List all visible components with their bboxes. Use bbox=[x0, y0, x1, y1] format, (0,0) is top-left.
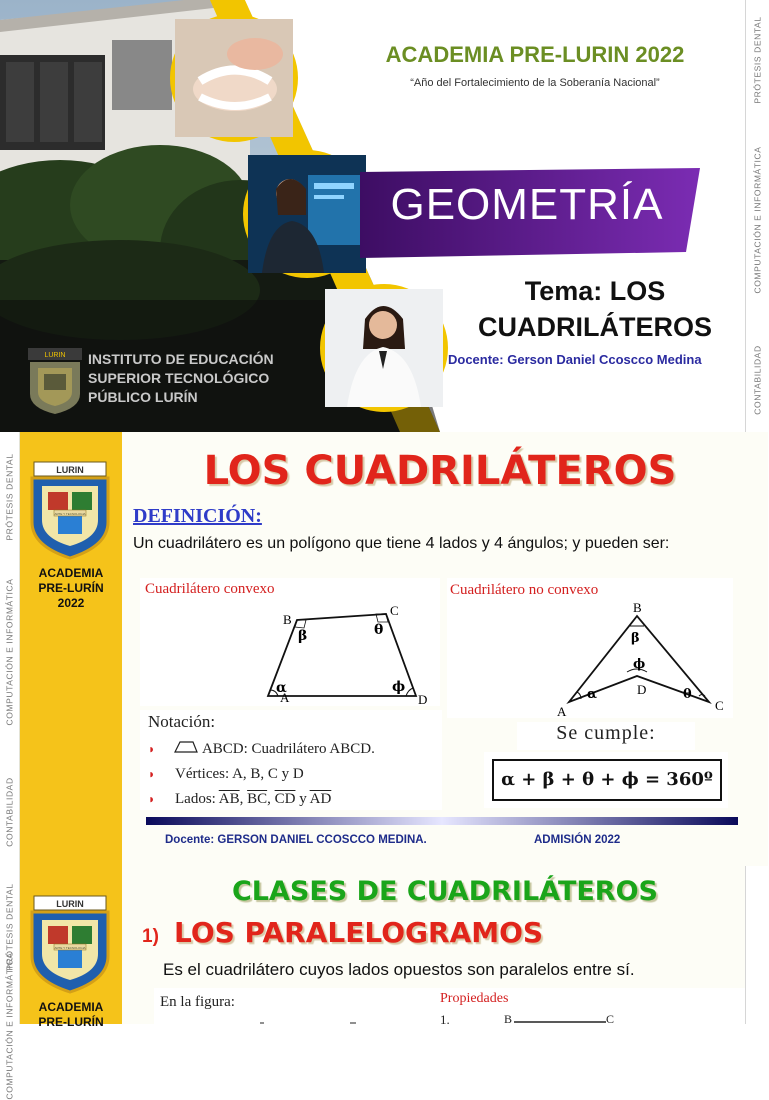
definition-text: Un cuadrilátero es un polígono que tiene 4 lados y 4 ángulos; y pueden ser: bbox=[133, 535, 670, 552]
footer-teacher: Docente: GERSON DANIEL CCOSCCO MEDINA. bbox=[165, 834, 427, 846]
academy-line-1: ACADEMIA bbox=[38, 566, 104, 580]
academy-line-1: ACADEMIA bbox=[38, 1000, 104, 1014]
nonconvex-caption: Cuadrilátero no convexo bbox=[450, 582, 599, 598]
notation-item-1 bbox=[148, 737, 438, 762]
bullet-icon: ◗ bbox=[148, 792, 156, 806]
institute-name bbox=[88, 350, 274, 407]
academy-sidebar bbox=[20, 432, 122, 866]
subtitle: LOS PARALELOGRAMOS bbox=[174, 916, 544, 949]
motto: “Año del Fortalecimiento de la Soberanía Nacional” bbox=[410, 77, 660, 89]
footer-admission: ADMISIÓN 2022 bbox=[534, 834, 621, 846]
slide-title: CLASES DE CUADRILÁTEROS bbox=[231, 876, 658, 907]
band-computacion: COMPUTACIÓN E INFORMÁTICA bbox=[5, 952, 16, 1100]
parallelogram-label-B: B bbox=[504, 1012, 513, 1026]
convex-phi: ϕ bbox=[392, 679, 406, 695]
classes-slide bbox=[0, 866, 768, 1100]
program-band-left bbox=[0, 432, 20, 866]
academy-line-3: 2022 bbox=[57, 596, 85, 610]
description: Es el cuadrilátero cuyos lados opuestos son paralelos entre sí. bbox=[163, 960, 635, 979]
bullet-icon: ◗ bbox=[148, 767, 156, 781]
accounting-photo-circle bbox=[320, 284, 448, 412]
footer-divider bbox=[146, 814, 738, 828]
definition-label: DEFINICIÓN: bbox=[133, 505, 262, 527]
nonconvex-label-A: A bbox=[557, 704, 567, 719]
computer-worker-icon bbox=[248, 155, 366, 273]
logo-top-word: LURIN bbox=[56, 899, 84, 909]
convex-label-C: C bbox=[390, 603, 399, 618]
band-protesis: PRÓTESIS DENTAL bbox=[5, 883, 15, 971]
office-worker-icon bbox=[325, 289, 443, 407]
institute-logo bbox=[26, 346, 84, 416]
nonconvex-label-C: C bbox=[715, 698, 724, 713]
institute-line-1: INSTITUTO DE EDUCACIÓN bbox=[88, 351, 274, 367]
quadrilaterals-slide bbox=[0, 432, 768, 866]
band-computacion: COMPUTACIÓN E INFORMÁTICA bbox=[5, 578, 16, 726]
teacher-name: Docente: Gerson Daniel Ccoscco Medina bbox=[448, 352, 702, 367]
sep-1: , bbox=[239, 791, 248, 807]
side-BC: $\overline{BC}$ bbox=[247, 791, 268, 807]
dental-photo-circle bbox=[170, 14, 298, 142]
program-band-left bbox=[0, 866, 20, 1100]
topic-line-1: Tema: LOS bbox=[524, 276, 666, 306]
convex-alpha: α bbox=[276, 680, 287, 696]
band-contabilidad: CONTABILIDAD bbox=[752, 345, 763, 415]
cover-slide bbox=[0, 0, 768, 432]
convex-label-B: B bbox=[283, 612, 292, 627]
convex-label-A: A bbox=[280, 690, 290, 705]
program-band bbox=[745, 866, 768, 1024]
sep-3: y bbox=[295, 791, 310, 807]
nonconvex-quadrilateral bbox=[447, 578, 733, 720]
side-CD: $\overline{CD}$ bbox=[274, 791, 296, 807]
topic-line-2: CUADRILÁTEROS bbox=[478, 312, 712, 342]
convex-label-D: D bbox=[418, 692, 428, 707]
nonconvex-label-B: B bbox=[633, 600, 642, 615]
nonconvex-alpha: α bbox=[587, 687, 598, 702]
bullet-icon: ◗ bbox=[148, 742, 156, 756]
notation-item-3 bbox=[148, 787, 438, 812]
side-AB: $\overline{AB}$ bbox=[218, 791, 240, 807]
band-protesis: PRÓTESIS DENTAL bbox=[752, 16, 763, 104]
logo-top-word: LURIN bbox=[56, 465, 84, 475]
slide-title: LOS CUADRILÁTEROS bbox=[203, 448, 677, 494]
institute-line-2: SUPERIOR TECNOLÓGICO bbox=[88, 370, 270, 386]
parallelogram-top-edge bbox=[250, 1014, 650, 1024]
property-number: 1. bbox=[440, 1012, 450, 1027]
logo-ribbon: ARTE Y TECNOLOGIA bbox=[54, 512, 86, 516]
convex-theta: θ bbox=[374, 622, 384, 638]
subtitle-number: 1) bbox=[142, 926, 159, 947]
se-cumple-label: Se cumple: bbox=[517, 722, 695, 750]
convex-beta: β bbox=[298, 628, 308, 644]
side-AD: $\overline{AD}$ bbox=[309, 791, 332, 807]
quadrilateral-symbol-icon bbox=[173, 740, 199, 754]
nonconvex-theta: θ bbox=[683, 687, 692, 702]
academy-label bbox=[20, 566, 122, 611]
notation-item-2 bbox=[148, 762, 438, 787]
en-la-figura: En la figura: bbox=[160, 994, 235, 1010]
parallelogram-label-C: C bbox=[606, 1012, 615, 1026]
convex-caption: Cuadrilátero convexo bbox=[145, 581, 275, 597]
institute-shield-logo bbox=[30, 460, 110, 560]
nonconvex-phi: ϕ bbox=[633, 657, 646, 672]
notation-list bbox=[148, 737, 438, 812]
dental-model-icon bbox=[175, 19, 293, 137]
institute-shield-logo bbox=[30, 894, 110, 994]
band-computacion: COMPUTACIÓN E INFORMÁTICA bbox=[752, 146, 763, 294]
program-band bbox=[745, 0, 768, 432]
academy-sidebar bbox=[20, 866, 122, 1029]
computer-photo-circle bbox=[243, 150, 371, 278]
academy-line-2: PRE-LURÍN bbox=[38, 1015, 104, 1029]
nonconvex-beta: β bbox=[631, 631, 640, 646]
propiedades-label: Propiedades bbox=[440, 991, 509, 1006]
angle-sum-formula: α + β + θ + ϕ = 360º bbox=[492, 759, 722, 801]
academy-label bbox=[20, 1000, 122, 1030]
band-contabilidad: CONTABILIDAD bbox=[5, 777, 16, 847]
logo-ribbon: ARTE Y TECNOLOGIA bbox=[54, 946, 86, 950]
academy-title: ACADEMIA PRE-LURIN 2022 bbox=[385, 42, 685, 67]
notation-title: Notación: bbox=[148, 712, 216, 731]
notation-text-3: Lados: bbox=[175, 791, 219, 807]
convex-quadrilateral bbox=[140, 578, 440, 706]
nonconvex-label-D: D bbox=[637, 682, 647, 697]
institute-line-3: PÚBLICO LURÍN bbox=[88, 389, 198, 405]
sep-2: , bbox=[267, 791, 275, 807]
logo-word: LURIN bbox=[44, 352, 66, 359]
academy-line-2: PRE-LURÍN bbox=[38, 581, 104, 595]
subject-title: GEOMETRÍA bbox=[390, 180, 664, 229]
notation-text-2: Vértices: A, B, C y D bbox=[175, 766, 304, 782]
band-protesis: PRÓTESIS DENTAL bbox=[5, 453, 15, 541]
notation-text-1: ABCD: Cuadrilátero ABCD. bbox=[201, 741, 375, 757]
